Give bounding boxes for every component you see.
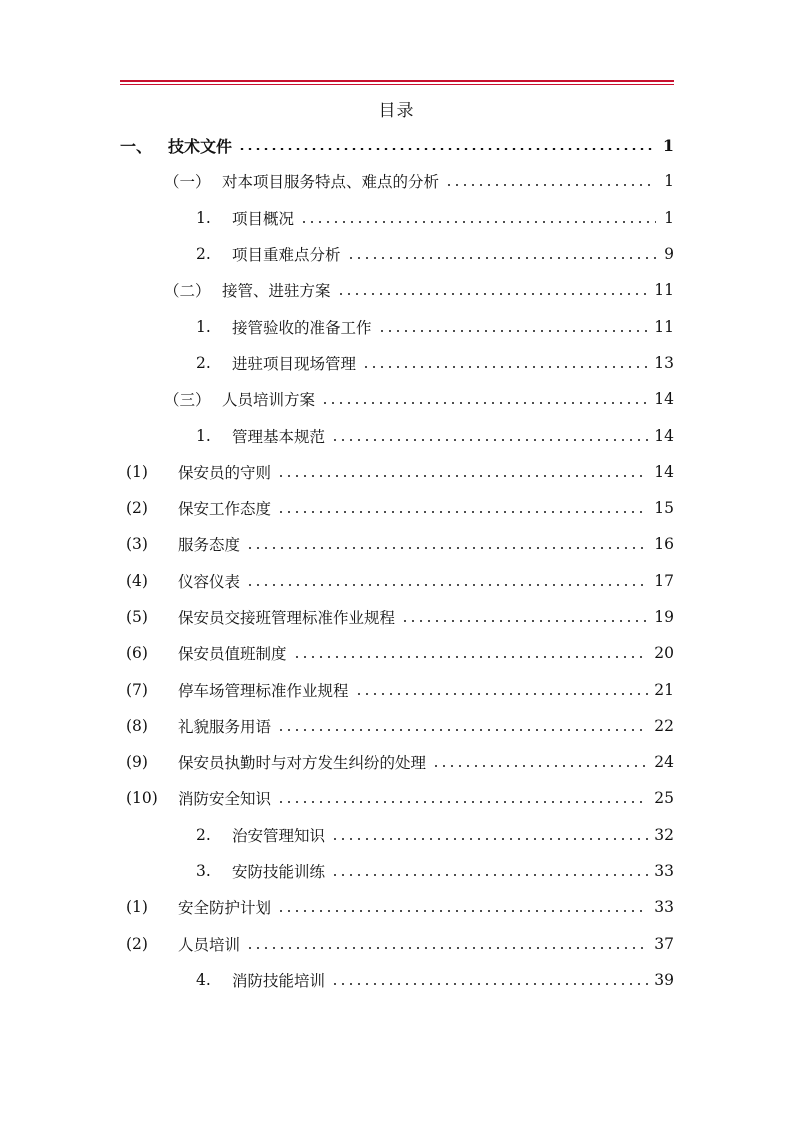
toc-entry-page: 37: [654, 934, 674, 953]
toc-entry-number: 2.: [196, 245, 211, 264]
toc-entry[interactable]: [120, 490, 674, 526]
header-rule-thick: [120, 80, 674, 82]
toc-entry-number: (3): [126, 535, 148, 554]
dot-leader: [246, 584, 648, 586]
dot-leader: [246, 547, 648, 549]
toc-entry-label: 项目概况: [232, 209, 295, 228]
dot-leader: [277, 729, 648, 731]
toc-entry-page: 15: [654, 499, 674, 518]
toc-entry-label: 人员培训方案: [222, 391, 316, 410]
dot-leader: [445, 184, 656, 186]
toc-entry-page: 14: [654, 390, 674, 409]
toc-entry[interactable]: [120, 708, 674, 744]
toc-entry-number: 3.: [196, 862, 211, 881]
dot-leader: [401, 620, 648, 622]
toc-entry-number: 1.: [196, 426, 211, 445]
toc-entry-number: (2): [126, 934, 148, 953]
toc-entry-number: 1.: [196, 208, 211, 227]
toc-entry-label: 保安员的守则: [178, 463, 272, 482]
dot-leader: [277, 511, 648, 513]
toc-entry[interactable]: [120, 417, 674, 453]
toc-entry[interactable]: [120, 272, 674, 308]
toc-entry[interactable]: [120, 127, 674, 163]
toc-entry-page: 11: [654, 317, 674, 336]
toc-entry[interactable]: [120, 308, 674, 344]
toc-entry-number: （二）: [164, 282, 211, 301]
toc-entry-page: 13: [654, 353, 674, 372]
dot-leader: [277, 801, 648, 803]
toc-entry-number: (6): [126, 644, 148, 663]
toc-entry-number: 4.: [196, 970, 211, 989]
toc-entry-number: (9): [126, 753, 148, 772]
toc-list: [120, 127, 674, 998]
toc-entry-number: （一）: [164, 173, 211, 192]
toc-entry[interactable]: [120, 780, 674, 816]
toc-entry[interactable]: [120, 526, 674, 562]
toc-entry-number: (8): [126, 716, 148, 735]
toc-entry-page: 1: [664, 208, 674, 227]
toc-entry-label: 接管验收的准备工作: [232, 318, 372, 337]
toc-entry-number: (1): [126, 462, 148, 481]
toc-entry-page: 14: [654, 426, 674, 445]
toc-entry-page: 19: [654, 608, 674, 626]
toc-entry[interactable]: [120, 962, 674, 998]
toc-entry-page: 33: [654, 898, 674, 917]
dot-leader: [277, 475, 648, 477]
dot-leader: [432, 765, 648, 767]
toc-entry[interactable]: [120, 236, 674, 272]
toc-entry-label: 消防技能培训: [232, 971, 326, 990]
toc-entry[interactable]: [120, 671, 674, 707]
toc-entry[interactable]: [120, 200, 674, 236]
toc-entry-number: (2): [126, 499, 148, 518]
toc-entry[interactable]: [120, 563, 674, 599]
toc-entry-page: 17: [654, 571, 674, 590]
toc-entry-number: (1): [126, 898, 148, 917]
toc-entry-label: 治安管理知识: [232, 826, 326, 845]
toc-entry-label: 人员培训: [178, 935, 241, 954]
toc-entry-label: 保安工作态度: [178, 500, 272, 519]
toc-entry-label: 技术文件: [168, 136, 233, 156]
toc-entry-page: 9: [664, 245, 674, 264]
toc-entry-label: 安全防护计划: [178, 899, 272, 918]
toc-entry-label: 保安员交接班管理标准作业规程: [178, 609, 396, 627]
toc-entry-number: (5): [126, 608, 148, 626]
dot-leader: [246, 947, 648, 949]
toc-entry-page: 39: [654, 970, 674, 989]
toc-entry-page: 1: [664, 172, 674, 191]
toc-entry-label: 服务态度: [178, 536, 241, 555]
toc-entry[interactable]: [120, 599, 674, 635]
toc-entry[interactable]: [120, 163, 674, 199]
toc-entry-page: 1: [662, 135, 674, 155]
toc-entry-page: 14: [654, 462, 674, 481]
toc-entry-label: 保安员值班制度: [178, 645, 287, 664]
toc-entry-page: 33: [654, 862, 674, 881]
toc-entry[interactable]: [120, 381, 674, 417]
toc-entry-number: （三）: [164, 391, 211, 410]
dot-leader: [331, 838, 648, 840]
toc-entry-number: (4): [126, 571, 148, 590]
toc-entry-label: 接管、进驻方案: [222, 282, 331, 301]
toc-entry-number: 一、: [120, 136, 153, 156]
toc-entry-label: 消防安全知识: [178, 790, 272, 809]
toc-entry[interactable]: [120, 454, 674, 490]
toc-entry-page: 22: [654, 716, 674, 735]
toc-entry-page: 32: [654, 825, 674, 844]
dot-leader: [321, 402, 648, 404]
toc-entry[interactable]: [120, 926, 674, 962]
toc-entry-page: 24: [654, 753, 674, 772]
toc-entry-number: 2.: [196, 825, 211, 844]
toc-entry-label: 停车场管理标准作业规程: [178, 681, 349, 700]
toc-entry-label: 对本项目服务特点、难点的分析: [222, 173, 440, 192]
toc-entry-number: (10): [126, 789, 158, 808]
toc-entry[interactable]: [120, 635, 674, 671]
toc-entry-label: 管理基本规范: [232, 427, 326, 446]
dot-leader: [337, 293, 649, 295]
toc-entry-page: 25: [654, 789, 674, 808]
toc-entry[interactable]: [120, 853, 674, 889]
toc-entry[interactable]: [120, 817, 674, 853]
toc-entry-number: 2.: [196, 353, 211, 372]
dot-leader: [347, 257, 656, 259]
dot-leader: [355, 693, 649, 695]
toc-entry-number: (7): [126, 680, 148, 699]
toc-entry[interactable]: [120, 744, 674, 780]
dot-leader: [378, 330, 649, 332]
toc-entry-label: 项目重难点分析: [232, 246, 341, 265]
header-rule-thin: [120, 84, 674, 85]
toc-entry-label: 仪容仪表: [178, 572, 241, 591]
dot-leader: [331, 983, 648, 985]
dot-leader: [238, 148, 656, 150]
toc-entry-label: 礼貌服务用语: [178, 717, 272, 736]
toc-entry-label: 安防技能训练: [232, 863, 326, 882]
toc-entry-page: 16: [654, 535, 674, 554]
dot-leader: [331, 439, 648, 441]
toc-entry-page: 21: [654, 680, 674, 699]
toc-title: 目录: [378, 101, 415, 121]
toc-entry-label: 保安员执勤时与对方发生纠纷的处理: [178, 754, 427, 773]
toc-entry-page: 11: [654, 281, 674, 300]
toc-entry-number: 1.: [196, 317, 211, 336]
dot-leader: [277, 910, 648, 912]
toc-entry[interactable]: [120, 345, 674, 381]
toc-entry[interactable]: [120, 889, 674, 925]
toc-entry-page: 20: [654, 644, 674, 663]
toc-entry-label: 进驻项目现场管理: [232, 354, 357, 373]
dot-leader: [300, 221, 656, 223]
dot-leader: [293, 656, 649, 658]
dot-leader: [362, 366, 648, 368]
dot-leader: [331, 874, 648, 876]
